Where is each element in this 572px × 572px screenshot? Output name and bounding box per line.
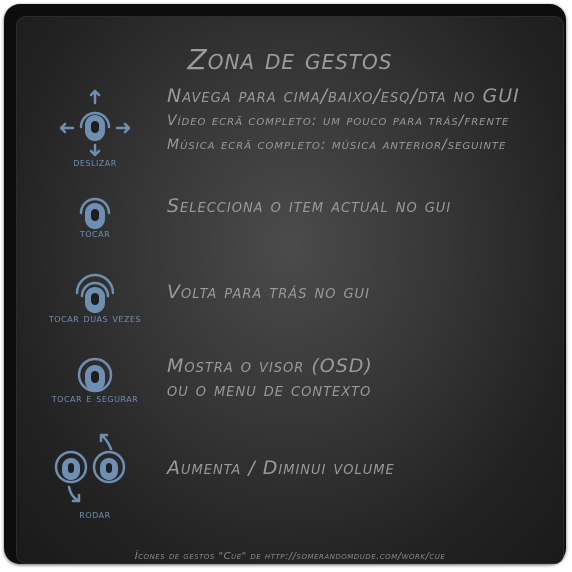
double-tap-description: Volta para trás no gui [167, 281, 370, 303]
double-tap-icon [65, 269, 125, 317]
rotate-description: Aumenta / Diminui volume [167, 457, 395, 479]
tap-and-hold-description-line-2: ou o menu de contexto [167, 379, 372, 401]
swipe-description-line-3: Música ecrã completo: música anterior/seguinte [167, 137, 507, 153]
swipe-icon [55, 83, 135, 163]
gesture-label-swipe: deslizar [73, 155, 117, 169]
tap-description: Selecciona o item actual no gui [167, 195, 452, 217]
gesture-panel [4, 4, 566, 564]
gesture-panel-inner [16, 16, 564, 564]
gesture-label-double-tap: tocar duas vezes [48, 311, 142, 325]
gesture-label-tap-and-hold: tocar e segurar [51, 391, 139, 405]
tap-and-hold-description-line-1: Mostra o visor (OSD) [167, 355, 373, 377]
credit-footer: Ícones de gestos "Cue" de http://somerandomdude.com/work/cue [134, 551, 446, 562]
page-title: Zona de gestos [187, 43, 393, 76]
rotate-icon [47, 425, 137, 505]
gesture-label-rotate: rodar [79, 507, 111, 521]
swipe-description-line-1: Navega para cima/baixo/esq/dta no GUI [167, 85, 520, 107]
gesture-label-tap: tocar [79, 226, 111, 240]
swipe-description-line-2: Vídeo ecrã completo: um pouco para trás/frente [167, 113, 510, 129]
